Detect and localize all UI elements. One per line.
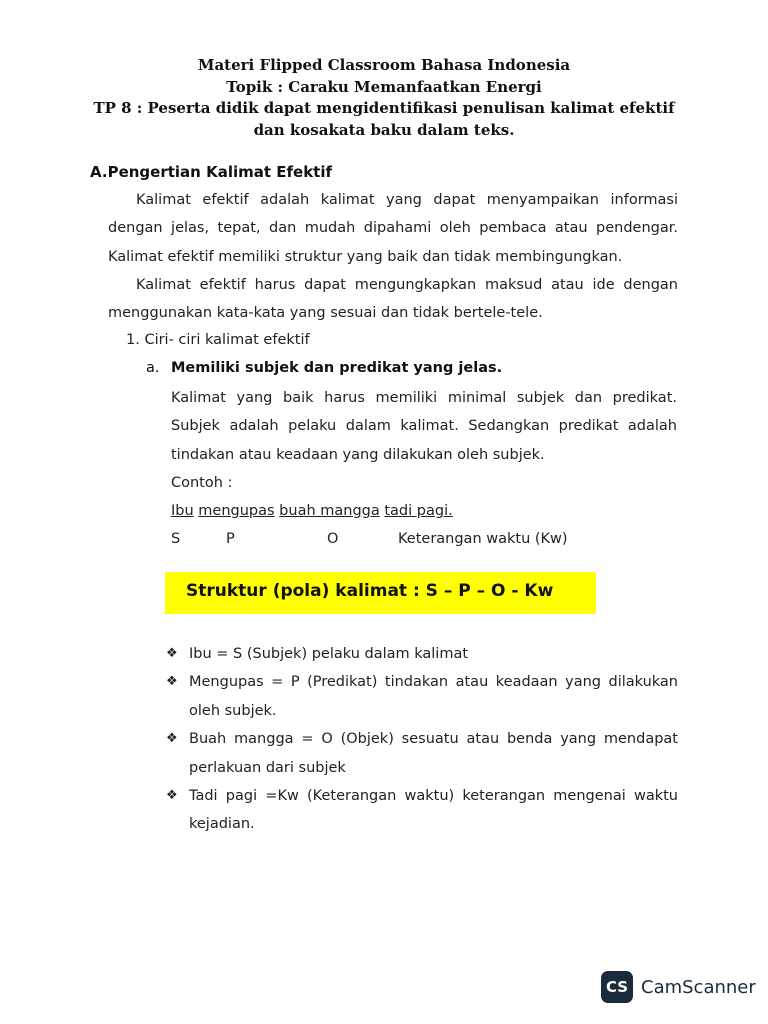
label-s: S bbox=[171, 531, 181, 547]
camscanner-brand: CamScanner bbox=[641, 976, 756, 998]
bullet-item bbox=[166, 668, 678, 725]
label-o: O bbox=[327, 531, 339, 547]
camscanner-logo-icon: CS bbox=[601, 971, 633, 1003]
diamond-bullet-icon: ❖ bbox=[166, 731, 178, 747]
body-line: Kalimat yang baik harus memiliki minimal subjek dan predikat. bbox=[171, 390, 677, 406]
structure-highlight-box bbox=[165, 572, 596, 614]
bullet-item bbox=[166, 640, 678, 668]
example-word-subject: Ibu bbox=[171, 503, 194, 519]
example-labels bbox=[0, 531, 768, 553]
header-line-3: TP 8 : Peserta didik dapat mengidentifikasi penulisan kalimat efektif bbox=[93, 99, 675, 117]
numbered-item-1: 1. Ciri- ciri kalimat efektif bbox=[126, 332, 310, 348]
example-sentence bbox=[171, 503, 453, 519]
example-word-object: buah mangga bbox=[279, 503, 380, 519]
contoh-label: Contoh : bbox=[171, 475, 233, 491]
bullet-line: perlakuan dari subjek bbox=[189, 759, 346, 776]
bullet-line: Ibu = S (Subjek) pelaku dalam kalimat bbox=[189, 646, 469, 662]
diamond-bullet-icon: ❖ bbox=[166, 646, 178, 661]
body-line: Subjek adalah pelaku dalam kalimat. Sedangkan predikat adalah bbox=[171, 418, 677, 435]
sub-item-body bbox=[171, 384, 677, 469]
sub-item-letter: a. bbox=[146, 360, 160, 376]
paragraph-line: Kalimat efektif harus dapat mengungkapkan maksud atau ide dengan bbox=[136, 277, 678, 293]
camscanner-watermark bbox=[601, 971, 756, 1003]
sub-item-title: Memiliki subjek dan predikat yang jelas. bbox=[171, 360, 503, 376]
section-title: A.Pengertian Kalimat Efektif bbox=[90, 163, 333, 181]
diamond-bullet-icon: ❖ bbox=[166, 788, 178, 804]
bullet-line: Mengupas = P (Predikat) tindakan atau keadaan yang dilakukan bbox=[189, 674, 678, 691]
example-word-predicate: mengupas bbox=[198, 503, 275, 519]
header-line-2: Topik : Caraku Memanfaatkan Energi bbox=[226, 77, 542, 96]
document-header bbox=[0, 55, 768, 141]
label-p: P bbox=[226, 531, 235, 547]
bullet-item bbox=[166, 782, 678, 839]
header-line-4: dan kosakata baku dalam teks. bbox=[253, 120, 515, 139]
paragraph-line: Kalimat efektif memiliki struktur yang baik dan tidak membingungkan. bbox=[108, 248, 623, 265]
bullet-list bbox=[166, 640, 678, 839]
bullet-line: Buah mangga = O (Objek) sesuatu atau benda yang mendapat bbox=[189, 731, 678, 748]
structure-text: Struktur (pola) kalimat : S – P – O - Kw bbox=[186, 581, 554, 601]
bullet-item bbox=[166, 725, 678, 782]
body-line: tindakan atau keadaan yang dilakukan oleh subjek. bbox=[171, 446, 545, 463]
paragraph-line: menggunakan kata-kata yang sesuai dan tidak bertele-tele. bbox=[108, 305, 543, 322]
bullet-line: Tadi pagi =Kw (Keterangan waktu) keterangan mengenai waktu bbox=[189, 788, 678, 805]
bullet-line: oleh subjek. bbox=[189, 702, 277, 719]
example-word-time: tadi pagi. bbox=[384, 503, 453, 519]
paragraph-1 bbox=[108, 186, 678, 271]
paragraph-2 bbox=[108, 271, 678, 328]
diamond-bullet-icon: ❖ bbox=[166, 674, 178, 690]
label-kw: Keterangan waktu (Kw) bbox=[398, 531, 568, 547]
header-line-1: Materi Flipped Classroom Bahasa Indonesia bbox=[197, 56, 571, 74]
bullet-line: kejadian. bbox=[189, 816, 255, 833]
paragraph-line: Kalimat efektif adalah kalimat yang dapat menyampaikan informasi bbox=[136, 192, 678, 208]
paragraph-line: dengan jelas, tepat, dan mudah dipahami oleh pembaca atau pendengar. bbox=[108, 220, 678, 237]
sub-item-a bbox=[146, 360, 502, 376]
